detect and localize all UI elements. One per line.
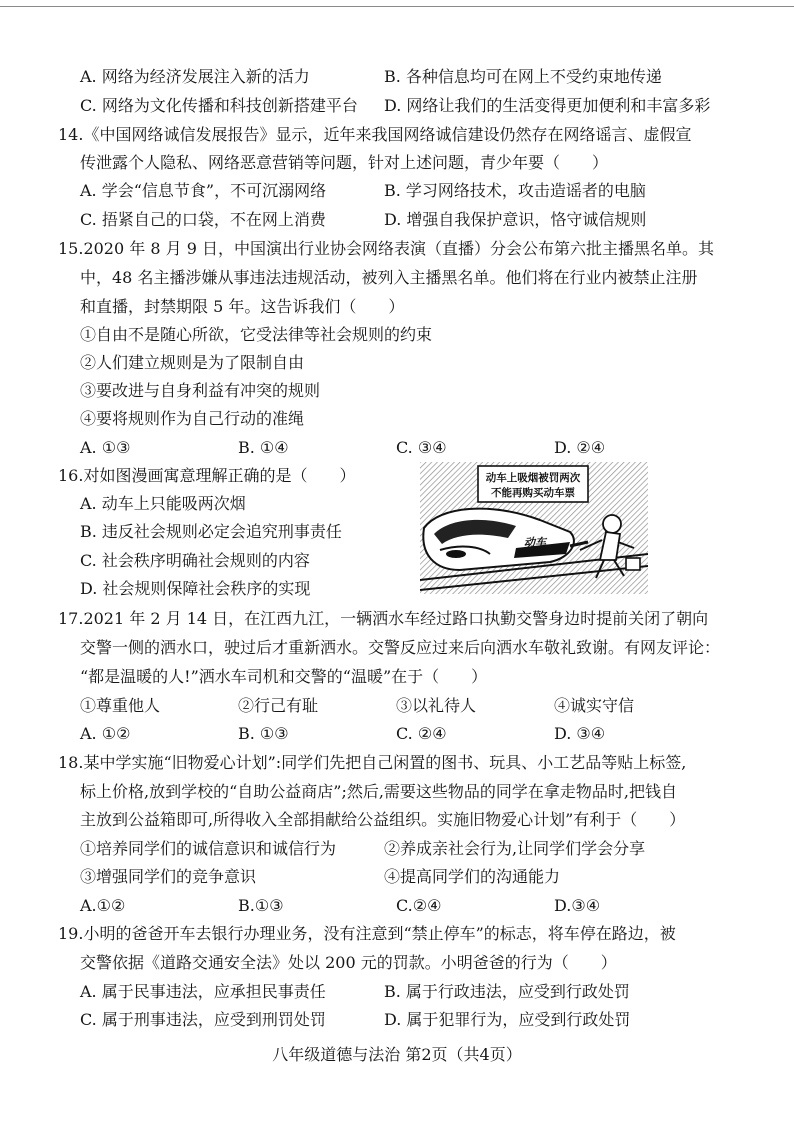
q13-option-b: B. 各种信息均可在网上不受约束地传递	[384, 67, 662, 86]
cartoon-caption-line2: 不能再购买动车票	[491, 487, 575, 499]
q14-option-b: B. 学习网络技术，攻击造谣者的电脑	[384, 181, 646, 200]
q18-stem-line1: 18.某中学实施“旧物爱心计划”:同学们先把自己闲置的图书、玩具、小工艺品等贴上标签,	[58, 753, 687, 772]
q17-statement-1: ①尊重他人	[80, 696, 161, 715]
q17-statement-2: ②行己有耻	[238, 696, 319, 715]
q17-statement-3: ③以礼待人	[396, 696, 477, 715]
q15-option-a: A. ①③	[80, 438, 131, 457]
q13-option-d: D. 网络让我们的生活变得更加便利和丰富多彩	[384, 96, 711, 115]
q17-options	[80, 723, 605, 745]
q16-option-d: D. 社会规则保障社会秩序的实现	[80, 579, 311, 598]
q15-stem-line2: 中，48 名主播涉嫌从事违法违规活动，被列入主播黑名单。他们将在行业内被禁止注册	[80, 268, 698, 287]
q15-stem-line3: 和直播，封禁期限 5 年。这告诉我们（ ）	[80, 297, 405, 316]
cartoon-train-light	[446, 550, 466, 558]
q17-stem-line2: 交警一侧的洒水口，驶过后才重新洒水。交警反应过来后向洒水车敬礼致谢。有网友评论：	[80, 638, 721, 657]
q19-stem-line2: 交警依据《道路交通安全法》处以 200 元的罚款。小明爸爸的行为（ ）	[80, 953, 617, 972]
q13-option-c: C. 网络为文化传播和科技创新搭建平台	[80, 96, 358, 115]
q17-stem-line1: 17.2021 年 2 月 14 日，在江西九江，一辆洒水车经过路口执勤交警身边时提前关闭了朝向	[58, 609, 709, 628]
q17-option-a: A. ①②	[80, 724, 131, 743]
q15-statement-1: ①自由不是随心所欲，它受法律等社会规则的约束	[80, 325, 433, 344]
q19-stem-line1: 19.小明的爸爸开车去银行办理业务，没有注意到“禁止停车”的标志，将车停在路边，被	[58, 924, 676, 943]
q17-statements	[80, 695, 634, 717]
q16-option-a: A. 动车上只能吸两次烟	[80, 494, 246, 513]
q18-statement-2: ②养成亲社会行为,让同学们学会分享	[384, 839, 646, 858]
q18-stem-line3: 主放到公益箱即可,所得收入全部捐献给公益组织。实施旧物爱心计划”有利于（ ）	[80, 810, 686, 829]
q17-option-d: D. ③④	[554, 724, 606, 743]
q17-option-c: C. ②④	[396, 724, 447, 743]
cartoon-train-label: 动车	[524, 536, 546, 549]
q18-statement-3: ③增强同学们的竞争意识	[80, 867, 257, 886]
q16-stem: 16.对如图漫画寓意理解正确的是（ ）	[58, 466, 356, 485]
q17-stem-line3: “都是温暖的人!”洒水车司机和交警的“温暖”在于（ ）	[80, 667, 488, 686]
q18-option-b: B.①③	[238, 896, 284, 915]
q14-option-a: A. 学会“信息节食”，不可沉溺网络	[80, 181, 327, 200]
q18-option-d: D.③④	[554, 896, 601, 915]
page-top-border	[0, 6, 794, 7]
cartoon-caption-line1: 动车上吸烟被罚两次	[485, 472, 581, 484]
q18-statement-4: ④提高同学们的沟通能力	[384, 867, 561, 886]
q18-statement-1: ①培养同学们的诚信意识和诚信行为	[80, 839, 337, 858]
q15-option-b: B. ①④	[238, 438, 289, 457]
q15-option-d: D. ②④	[554, 438, 606, 457]
q14-option-c: C. 捂紧自己的口袋，不在网上消费	[80, 210, 326, 229]
q18-option-c: C.②④	[396, 896, 442, 915]
q15-options	[80, 437, 605, 459]
q15-statement-4: ④要将规则作为自己行动的准绳	[80, 409, 305, 428]
q18-option-a: A.①②	[80, 896, 126, 915]
cartoon-person-head	[603, 515, 621, 533]
q18-stem-line2: 标上价格,放到学校的“自助公益商店”;然后,需要这些物品的同学在拿走物品时,把钱自	[80, 782, 678, 801]
q19-option-c: C. 属于刑事违法，应受到刑罚处罚	[80, 1010, 326, 1029]
q13-option-a: A. 网络为经济发展注入新的活力	[80, 67, 310, 86]
q15-stem-line1: 15.2020 年 8 月 9 日，中国演出行业协会网络表演（直播）分会公布第六批主播黑名单。其	[58, 239, 714, 258]
q16-option-b: B. 违反社会规则必定会追究刑事责任	[80, 522, 342, 541]
q18-options	[80, 895, 600, 917]
cartoon-luggage	[626, 558, 640, 570]
q17-statement-4: ④诚实守信	[554, 696, 635, 715]
q19-option-b: B. 属于行政违法，应受到行政处罚	[384, 982, 630, 1001]
q19-option-d: D. 属于犯罪行为，应受到行政处罚	[384, 1010, 631, 1029]
q15-option-c: C. ③④	[396, 438, 447, 457]
q16-option-c: C. 社会秩序明确社会规则的内容	[80, 551, 310, 570]
q15-statement-2: ②人们建立规则是为了限制自由	[80, 353, 305, 372]
q19-option-a: A. 属于民事违法，应承担民事责任	[80, 982, 326, 1001]
q14-stem-line2: 传泄露个人隐私、网络恶意营销等问题，针对上述问题，青少年要（ ）	[80, 153, 609, 172]
q15-statement-3: ③要改进与自身利益有冲突的规则	[80, 381, 321, 400]
q14-stem-line1: 14.《中国网络诚信发展报告》显示，近年来我国网络诚信建设仍然存在网络谣言、虚假宣	[58, 125, 692, 144]
q17-option-b: B. ①③	[238, 724, 289, 743]
q14-option-d: D. 增强自我保护意识，恪守诚信规则	[384, 210, 647, 229]
page-footer: 八年级道德与法治 第2页（共4页）	[272, 1045, 522, 1064]
q16-cartoon-illustration	[420, 462, 648, 594]
